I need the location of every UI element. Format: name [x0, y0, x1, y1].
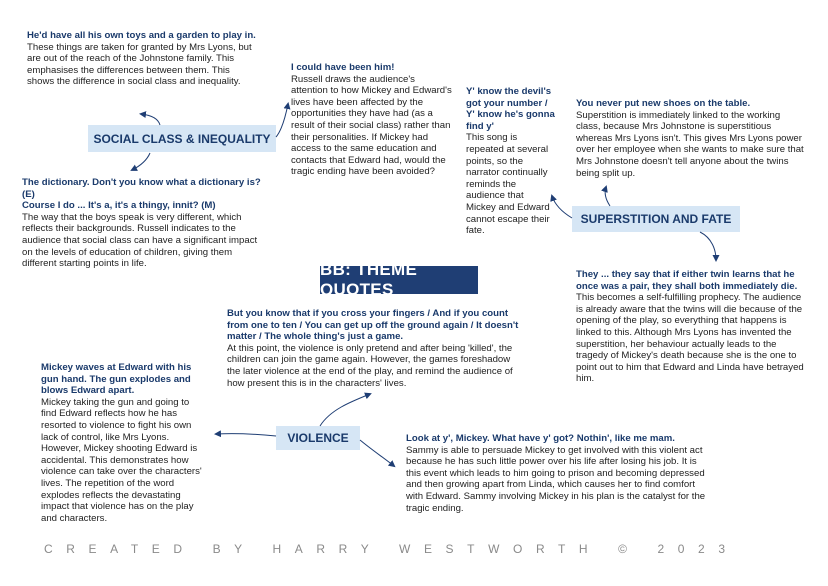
- quote: Y' know the devil's got your number / Y' know he's gonna find y': [466, 86, 555, 132]
- analysis: This becomes a self-fulfilling prophecy. The audience is already aware that the twins will die because of the opening of the play, so everything that happens is linked to this. Although Mrs Lyons has invented the superstition, her behaviour actually leads to the tragedy of Mickey's death because she is the one to point out to him that Edward and Linda have betrayed him.: [576, 292, 804, 385]
- arrow-violence-to-look-at: [360, 440, 394, 466]
- arrow-violence-to-gun: [216, 434, 276, 436]
- arrow-social-to-toys: [141, 114, 160, 125]
- theme-violence: VIOLENCE: [276, 426, 360, 450]
- footer-credit: CREATED BY HARRY WESTWORTH © 2023: [44, 542, 739, 556]
- quote: But you know that if you cross your fingers / And if you count from one to ten / You can get up off the ground again / It doesn't matter / The whole thing's just a game.: [227, 308, 519, 343]
- arrow-violence-to-fingers: [320, 394, 370, 426]
- analysis: Russell draws the audience's attention to how Mickey and Edward's lives have been affected by the opportunities they have had (as a result of their social class) rather than their personalities. If Mickey had access to the same education and contacts that Edward had, would the tragic ending have been avoided?: [291, 73, 452, 178]
- analysis: Superstition is immediately linked to the working class, because Mrs Johnstone is superstitious whereas Mrs Lyons isn't. This gives Mrs Lyons power over her employee when she wants to make sure that Mrs Johnstone doesn't tell anyone about the twins being split up.: [576, 109, 804, 179]
- quote: Look at y', Mickey. What have y' got? Nothin', like me mam.: [406, 433, 675, 444]
- theme-social-class: SOCIAL CLASS & INEQUALITY: [88, 125, 276, 152]
- arrow-superstition-to-shoes: [605, 187, 610, 206]
- quote: They ... they say that if either twin learns that he once was a pair, they shall both immediately die.: [576, 269, 798, 292]
- page-title: BB: THEME QUOTES: [320, 266, 478, 294]
- analysis: At this point, the violence is only pretend and after being 'killed', the children can join the game again. However, the games foreshadow the later violence at the end of the play, and remind the audience of how present this is in the characters' lives.: [227, 342, 513, 389]
- quote: He'd have all his own toys and a garden to play in.: [27, 30, 256, 41]
- arrow-social-to-dictionary: [132, 153, 150, 170]
- quote: You never put new shoes on the table.: [576, 98, 751, 109]
- analysis: The way that the boys speak is very different, which reflects their backgrounds. Russell indicates to the audience that social class can have a significant impact on the levels of education of children, giving them different starting points in life.: [22, 211, 258, 270]
- quote: I could have been him!: [291, 62, 395, 73]
- theme-superstition: SUPERSTITION AND FATE: [572, 206, 740, 232]
- analysis: This song is repeated at several points, so the narrator continually reminds the audience that Mickey and Edward cannot escape their fate.: [466, 132, 550, 237]
- arrow-superstition-to-devil: [552, 196, 572, 218]
- quote: The dictionary. Don't you know what a dictionary is? (E): [22, 177, 261, 200]
- arrow-social-to-could-have: [276, 104, 288, 137]
- analysis: Mickey taking the gun and going to find Edward reflects how he has resorted to violence to fight his own lack of control, like Mrs Lyons. However, Mickey shooting Edward is accidental. This demonstrates how violence can take over the characters' lives. The repetition of the word explodes reflects the devastating impact that violence has on the play and characters.: [41, 396, 202, 524]
- quote: Course I do ... It's a, it's a thingy, innit? (M): [22, 200, 216, 212]
- analysis: These things are taken for granted by Mrs Lyons, but are out of the reach of the Johnstone family. This emphasises the differences between them. This shows the difference in social class and inequality.: [27, 41, 252, 88]
- quote: Mickey waves at Edward with his gun hand. The gun explodes and blows Edward apart.: [41, 362, 192, 397]
- arrow-superstition-to-twins: [700, 232, 716, 260]
- analysis: Sammy is able to persuade Mickey to get involved with this violent act because he has such little power over his life after losing his job. It is this event which leads to him going to prison and becoming depressed and then growing apart from Linda, which causes her to find comfort with Edward. Sammy involving Mickey in his plan is the catalyst for the tragic ending.: [406, 444, 706, 514]
